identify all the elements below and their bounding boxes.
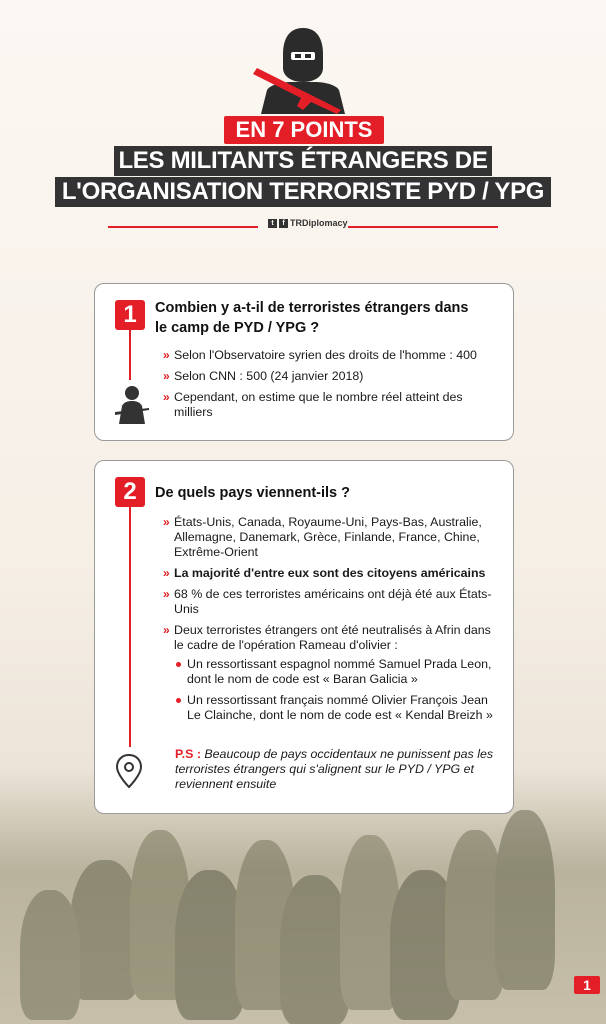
militant-with-rifle-icon xyxy=(251,24,355,114)
social-handle[interactable]: t f TRDiplomacy xyxy=(268,218,348,228)
chevron-icon: » xyxy=(163,515,170,529)
points-count-tag: EN 7 POINTS xyxy=(224,116,384,144)
chevron-icon: » xyxy=(163,369,170,383)
divider-right xyxy=(348,226,498,228)
section-line xyxy=(129,507,131,747)
chevron-icon: » xyxy=(163,587,170,601)
list-item: » Deux terroristes étrangers ont été neutralisés à Afrin dans le cadre de l'opération Rameau d'olivier : Un ressortissant espagnol nommé Samuel Prada Leon, dont le nom de code est « Baran Galicia » Un ressortissant français nommé Olivier François Jean Le Clainche, dont le nom de code est « Kendal Breizh » xyxy=(163,623,503,723)
section-number-badge: 2 xyxy=(115,477,145,507)
facebook-icon: f xyxy=(279,219,288,228)
chevron-icon: » xyxy=(163,390,170,404)
list-item: » La majorité d'entre eux sont des citoyens américains xyxy=(163,566,486,580)
section-card-1 xyxy=(94,283,514,441)
divider-left xyxy=(108,226,258,228)
bullet-icon xyxy=(176,662,181,667)
postscript-note: P.S : Beaucoup de pays occidentaux ne punissent pas les terroristes étrangers qui s'alignent sur le PYD / YPG et reviennent ensuite xyxy=(175,747,494,791)
location-pin-icon xyxy=(115,753,143,789)
list-item: » Selon CNN : 500 (24 janvier 2018) xyxy=(163,369,364,383)
twitter-icon: t xyxy=(268,219,277,228)
social-bar xyxy=(0,216,606,236)
list-item: » États-Unis, Canada, Royaume-Uni, Pays-Bas, Australie, Allemagne, Danemark, Grèce, Finlande, France, Chine, Extrême-Orient xyxy=(163,515,482,559)
list-item: » Cependant, on estime que le nombre réel atteint des milliers xyxy=(163,390,463,419)
answer-list xyxy=(163,348,503,426)
section-card-2 xyxy=(94,460,514,814)
title-line-1: LES MILITANTS ÉTRANGERS DE xyxy=(114,146,492,176)
section-question: De quels pays viennent-ils ? xyxy=(155,485,350,501)
section-question: Combien y a-t-il de terroristes étrangers dans le camp de PYD / YPG ? xyxy=(155,300,469,336)
page-number-badge: 1 xyxy=(574,976,600,994)
answer-list xyxy=(163,515,503,729)
bullet-icon xyxy=(176,698,181,703)
sub-list-item: Un ressortissant espagnol nommé Samuel Prada Leon, dont le nom de code est « Baran Galicia » xyxy=(176,657,503,687)
fighter-icon xyxy=(113,384,151,424)
chevron-icon: » xyxy=(163,623,170,637)
section-number-badge: 1 xyxy=(115,300,145,330)
list-item: » Selon l'Observatoire syrien des droits de l'homme : 400 xyxy=(163,348,477,362)
list-item: » 68 % de ces terroristes américains ont déjà été aux États-Unis xyxy=(163,587,492,616)
sub-list-item: Un ressortissant français nommé Olivier François Jean Le Clainche, dont le nom de code est « Kendal Breizh » xyxy=(176,693,503,723)
chevron-icon: » xyxy=(163,566,170,580)
background-group-photo xyxy=(0,800,606,1024)
section-line xyxy=(129,330,131,380)
title-line-2: L'ORGANISATION TERRORISTE PYD / YPG xyxy=(55,177,551,207)
chevron-icon: » xyxy=(163,348,170,362)
